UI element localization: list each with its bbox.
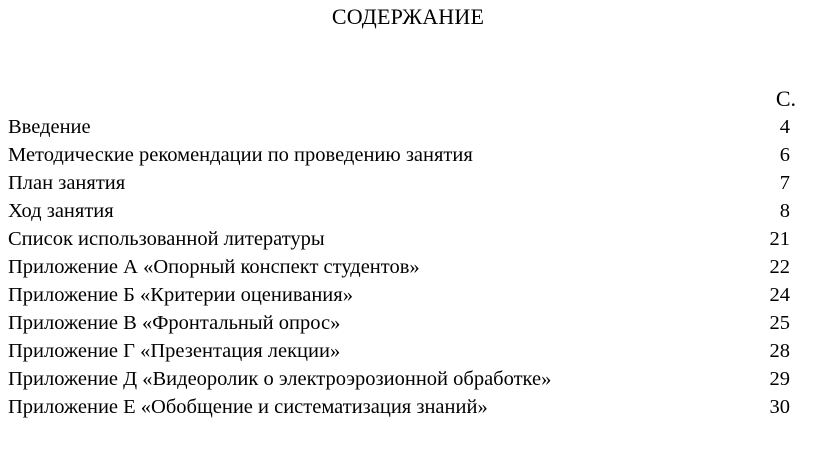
- toc-entry-page: 21: [769, 228, 790, 250]
- toc-entry-title: Ход занятия: [8, 200, 114, 222]
- toc-entry-page: 7: [779, 172, 790, 194]
- toc-entry-title: План занятия: [8, 172, 126, 194]
- toc-entry: [8, 113, 798, 141]
- page-column-label: С.: [775, 86, 796, 111]
- toc-entry-page: 4: [779, 116, 790, 138]
- toc-entry-title: Приложение Г «Презентация лекции»: [8, 340, 341, 362]
- toc-entry: [8, 337, 798, 365]
- toc-entry: [8, 281, 798, 309]
- toc-entry: [8, 197, 798, 225]
- toc-entry-title: Приложение А «Опорный конспект студентов»: [8, 256, 420, 278]
- toc-entry: [8, 253, 798, 281]
- toc-entry-page: 8: [779, 200, 790, 222]
- toc-entry-page: 29: [769, 368, 790, 390]
- toc-entry-page: 28: [769, 340, 790, 362]
- page-title: СОДЕРЖАНИЕ: [331, 4, 485, 29]
- toc-entry: [8, 141, 798, 169]
- toc-entry-title: Методические рекомендации по проведению занятия: [8, 144, 473, 166]
- toc-entry-page: 22: [769, 256, 790, 278]
- toc-entry: [8, 309, 798, 337]
- toc-entry: [8, 225, 798, 253]
- toc-entry-title: Приложение В «Фронтальный опрос»: [8, 312, 341, 334]
- toc-entry: [8, 365, 798, 393]
- toc-list: [8, 113, 798, 421]
- toc-entry-page: 30: [769, 396, 790, 418]
- toc-entry-title: Список использованной литературы: [8, 228, 325, 250]
- toc-entry-page: 6: [779, 144, 790, 166]
- toc-entry-page: 25: [769, 312, 790, 334]
- toc-entry-page: 24: [769, 284, 790, 306]
- toc-entry-title: Приложение Д «Видеоролик о электроэрозионной обработке»: [8, 368, 552, 390]
- toc-entry-title: Введение: [8, 116, 91, 138]
- toc-entry-title: Приложение Е «Обобщение и систематизация знаний»: [8, 396, 488, 418]
- toc-entry-title: Приложение Б «Критерии оценивания»: [8, 284, 353, 306]
- toc-entry: [8, 169, 798, 197]
- toc-entry: [8, 393, 798, 421]
